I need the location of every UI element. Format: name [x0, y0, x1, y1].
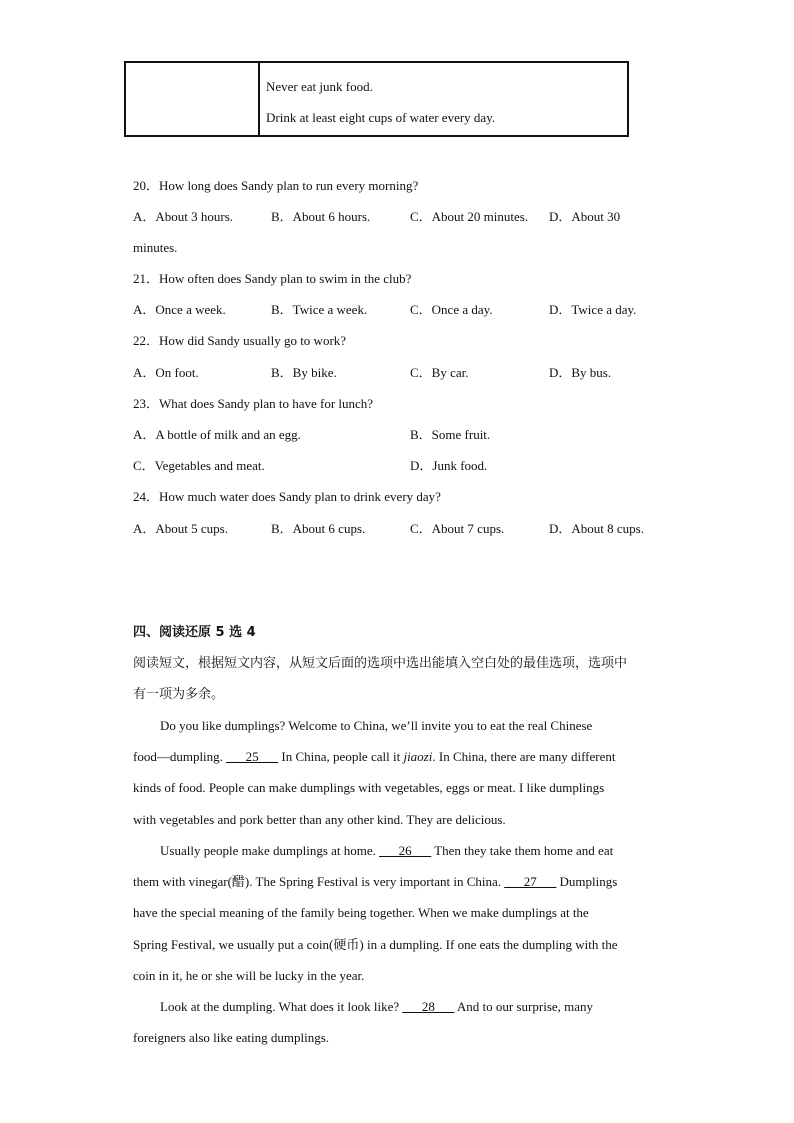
passage-line: with vegetables and pork better than any other kind. They are delicious.	[133, 812, 506, 827]
question-22-stem: 22．How did Sandy usually go to work?	[133, 333, 347, 348]
question-24-option-a: A．About 5 cups.	[133, 521, 228, 536]
blank-27: ___27___	[504, 874, 557, 889]
question-23-option-b: B．Some fruit.	[410, 427, 491, 442]
question-20-option-d-wrap: minutes.	[133, 240, 178, 255]
blank-26: ___26___	[379, 843, 432, 858]
passage-line	[133, 748, 616, 766]
plan-table	[124, 61, 629, 137]
question-23-option-c: C．Vegetables and meat.	[133, 458, 265, 473]
question-21-option-c: C．Once a day.	[410, 302, 493, 317]
question-21-option-a: A．Once a week.	[133, 302, 226, 317]
section-heading: 四、阅读还原 5 选 4	[133, 625, 256, 640]
passage-text: . In China, there are many different	[432, 749, 616, 764]
passage-text: Dumplings	[556, 874, 618, 889]
question-24-option-b: B．About 6 cups.	[271, 521, 366, 536]
question-22-option-c: C．By car.	[410, 365, 469, 380]
blank-25: ___25___	[226, 749, 279, 764]
table-line: Drink at least eight cups of water every day.	[266, 110, 496, 125]
question-23-stem: 23．What does Sandy plan to have for lunch?	[133, 396, 374, 411]
section-instruction-line-1: 阅读短文，根据短文内容，从短文后面的选项中选出能填入空白处的最佳选项，选项中	[133, 656, 628, 671]
table-right-cell	[259, 62, 628, 136]
passage-text: Look at the dumpling. What does it look like?	[160, 999, 403, 1014]
passage-text: Then they take them home and eat	[431, 843, 614, 858]
question-23-option-d: D．Junk food.	[410, 458, 488, 473]
passage-line: foreigners also like eating dumplings.	[133, 1030, 330, 1045]
question-22-option-b: B．By bike.	[271, 365, 337, 380]
passage-text: And to our surprise, many	[454, 999, 594, 1014]
question-20-option-d: D．About 30	[549, 209, 621, 224]
table-left-cell	[125, 62, 259, 136]
question-20-stem: 20．How long does Sandy plan to run every morning?	[133, 178, 419, 193]
passage-text: Usually people make dumplings at home.	[160, 843, 380, 858]
passage-line	[160, 998, 593, 1016]
passage-line	[160, 842, 613, 860]
passage-text: them with vinegar(醋). The Spring Festival is very important in China.	[133, 874, 505, 889]
passage-line: kinds of food. People can make dumplings with vegetables, eggs or meat. I like dumplings	[133, 780, 605, 795]
question-21-option-d: D．Twice a day.	[549, 302, 637, 317]
question-24-option-c: C．About 7 cups.	[410, 521, 505, 536]
passage-line: Spring Festival, we usually put a coin(硬币) in a dumpling. If one eats the dumpling with the	[133, 937, 618, 952]
question-22-option-a: A．On foot.	[133, 365, 199, 380]
passage-line: coin in it, he or she will be lucky in the year.	[133, 968, 365, 983]
question-22-option-d: D．By bus.	[549, 365, 612, 380]
table-line: Never eat junk food.	[266, 79, 373, 94]
section-instruction-line-2: 有一项为多余。	[133, 687, 225, 702]
passage-italic-word: jiaozi	[403, 749, 433, 764]
passage-line: have the special meaning of the family being together. When we make dumplings at the	[133, 905, 589, 920]
blank-28: ___28___	[402, 999, 455, 1014]
question-21-option-b: B．Twice a week.	[271, 302, 368, 317]
question-21-stem: 21．How often does Sandy plan to swim in the club?	[133, 271, 412, 286]
passage-line: Do you like dumplings? Welcome to China, we’ll invite you to eat the real Chinese	[160, 718, 593, 733]
passage-text: In China, people call it	[278, 749, 404, 764]
passage-line	[133, 873, 617, 891]
question-20-option-c: C．About 20 minutes.	[410, 209, 529, 224]
question-24-stem: 24．How much water does Sandy plan to drink every day?	[133, 489, 441, 504]
question-20-option-a: A．About 3 hours.	[133, 209, 234, 224]
question-23-option-a: A．A bottle of milk and an egg.	[133, 427, 301, 442]
passage-text: food—dumpling.	[133, 749, 227, 764]
question-20-option-b: B．About 6 hours.	[271, 209, 371, 224]
question-24-option-d: D．About 8 cups.	[549, 521, 644, 536]
